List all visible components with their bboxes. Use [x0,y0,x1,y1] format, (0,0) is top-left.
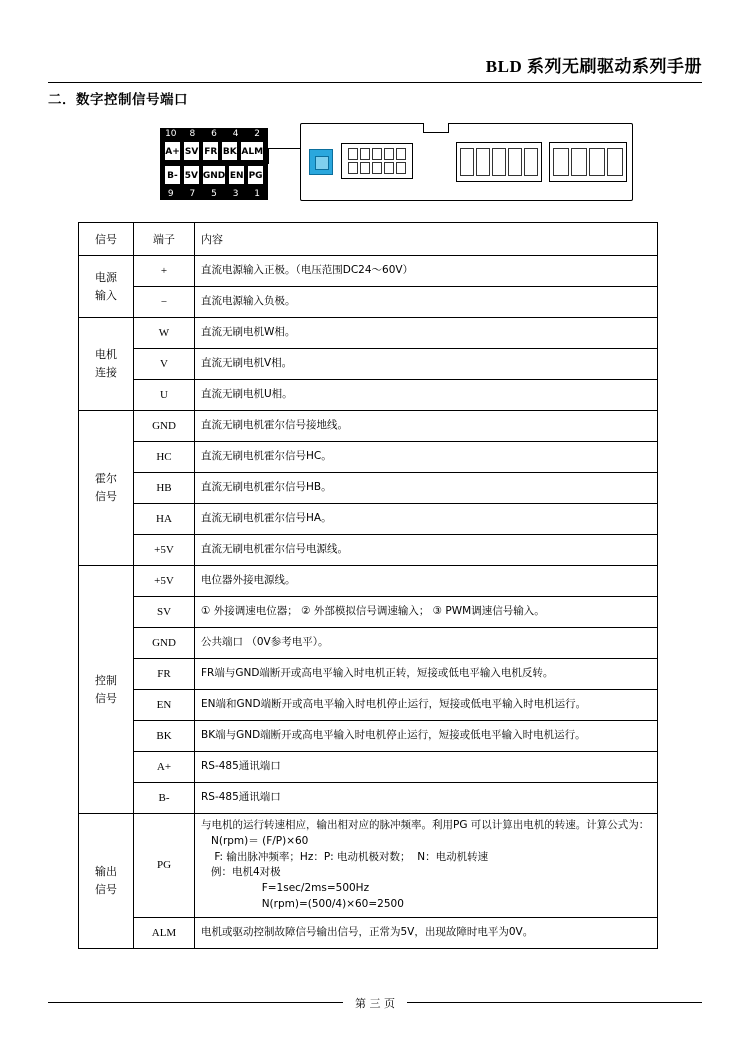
pin-label: BK [221,141,238,161]
pin-number: 10 [165,129,177,139]
group-label-hall-signal [79,411,134,566]
board-notch [423,123,449,133]
terminal-cell: HA [134,504,195,535]
pin-number: 4 [232,129,239,139]
pin-number: 9 [167,189,174,199]
terminal-block-a [456,142,542,182]
content-cell: 电位器外接电源线。 [195,566,658,597]
connector-bottom-pins [163,165,265,185]
table-row [79,535,658,566]
pg-line: 与电机的运行转速相应，输出相对应的脉冲频率。利用PG 可以计算出电机的转速。计算公式为： [201,819,650,831]
group-label-motor-connection [79,318,134,411]
terminal-cell: − [134,287,195,318]
pin-number: 2 [254,129,261,139]
connector-figure [150,118,640,210]
terminal-cell: +5V [134,535,195,566]
group-label-control-signal [79,566,134,814]
pg-line: N(rpm)=(500/4)×60=2500 [235,897,404,910]
content-cell: ① 外接调速电位器； ② 外部模拟信号调速输入； ③ PWM调速信号输入。 [195,597,658,628]
manual-title: BLD 系列无刷驱动系列手册 [485,57,702,76]
terminal-cell: PG [134,814,195,918]
terminal-cell: HB [134,473,195,504]
pin-label: EN [228,165,245,185]
header-divider [48,82,702,83]
table-row [79,473,658,504]
content-cell: RS-485通讯端口 [195,783,658,814]
table-row [79,566,658,597]
pin-number: 6 [211,129,217,139]
terminal-cell: GND [134,411,195,442]
terminal-cell: B- [134,783,195,814]
table-header-row [79,223,658,256]
table-row [79,628,658,659]
pg-line: N(rpm)＝ (F/P)×60 [211,834,309,847]
terminal-cell: V [134,349,195,380]
group-label-power-input [79,256,134,318]
table-row [79,814,658,918]
pin-label: PG [247,165,264,185]
group-label-line: 信号 [95,490,117,503]
section-heading: 二．数字控制信号端口 [48,92,188,108]
group-label-line: 控制 [95,673,117,687]
page-number: 第 三 页 [343,995,407,1011]
pin-number: 1 [254,189,261,199]
table-row [79,256,658,287]
column-header-content: 内容 [195,223,658,256]
pin-number: 5 [211,189,217,199]
content-cell: 直流无刷电机霍尔信号电源线。 [195,535,658,566]
content-cell: 直流无刷电机霍尔信号HA。 [195,504,658,535]
table-row [79,597,658,628]
connector-top-numbers [160,128,268,140]
group-label-line: 电源 [95,270,117,284]
content-cell: 公共端口 （0V参考电平）。 [195,628,658,659]
page-footer [48,993,702,1012]
pin-label: GND [202,165,226,185]
column-header-signal: 信号 [79,223,134,256]
content-cell: 直流电源输入负极。 [195,287,658,318]
pin-label: SV [183,141,200,161]
group-label-line: 信号 [95,882,117,896]
terminal-cell: W [134,318,195,349]
table-row [79,690,658,721]
pg-line: F=1sec/2ms=500Hz [235,882,370,894]
terminal-cell: FR [134,659,195,690]
table-row [79,411,658,442]
table-row [79,349,658,380]
content-cell: BK端与GND端断开或高电平输入时电机停止运行，短接或低电平输入时电机运行。 [195,721,658,752]
table-row [79,287,658,318]
terminal-cell: BK [134,721,195,752]
content-cell: 电机或驱动控制故障信号输出信号，正常为5V，出现故障时电平为0V。 [195,917,658,948]
table-row [79,783,658,814]
terminal-cell: A+ [134,752,195,783]
pg-line: 例：电机4对极 [211,866,281,879]
pin-number: 8 [189,129,196,139]
driver-board-illustration [300,123,633,201]
content-cell-pg [195,814,658,918]
connector-bottom-numbers [160,188,268,200]
terminal-cell: GND [134,628,195,659]
column-header-terminal: 端子 [134,223,195,256]
table-row [79,752,658,783]
callout-line-vertical [268,148,269,164]
10-pin-header-icon [341,143,413,179]
content-cell: 直流无刷电机霍尔信号接地线。 [195,411,658,442]
group-label-output-signal [79,814,134,949]
table-row [79,318,658,349]
connector-pinout-diagram [160,128,268,200]
terminal-cell: + [134,256,195,287]
pin-number: 7 [189,189,196,199]
terminal-cell: HC [134,442,195,473]
pin-label: FR [202,141,219,161]
content-cell: 直流无刷电机霍尔信号HC。 [195,442,658,473]
group-label-line: 信号 [95,691,117,705]
terminal-cell: SV [134,597,195,628]
connector-top-pins [163,141,265,161]
group-label-line: 连接 [95,366,117,379]
content-cell: 直流无刷电机V相。 [195,349,658,380]
content-cell: 直流电源输入正极。（电压范围DC24～60V） [195,256,658,287]
table-row [79,442,658,473]
group-label-line: 电机 [95,348,117,362]
pin-label: 5V [183,165,200,185]
pg-line: F: 输出脉冲频率；Hz：P: 电动机极对数； N：电动机转速 [211,850,489,863]
table-row [79,659,658,690]
table-row [79,917,658,948]
content-cell: 直流无刷电机W相。 [195,318,658,349]
terminal-block-b [549,142,627,182]
group-label-line: 霍尔 [95,472,117,486]
group-label-line: 输入 [95,288,117,302]
blue-trimmer-icon [309,149,333,175]
content-cell: 直流无刷电机霍尔信号HB。 [195,473,658,504]
table-row [79,721,658,752]
terminal-cell: U [134,380,195,411]
pin-label: B- [164,165,181,185]
content-cell: 直流无刷电机U相。 [195,380,658,411]
terminal-cell: ALM [134,917,195,948]
pin-label: A+ [164,141,181,161]
table-row [79,504,658,535]
terminal-cell: +5V [134,566,195,597]
table-row [79,380,658,411]
content-cell: FR端与GND端断开或高电平输入时电机正转，短接或低电平输入电机反转。 [195,659,658,690]
content-cell: RS-485通讯端口 [195,752,658,783]
pin-number: 3 [232,189,239,199]
pin-label: ALM [240,141,264,161]
group-label-line: 输出 [95,865,117,879]
signal-port-table [78,222,658,949]
page-header [48,52,702,83]
content-cell: EN端和GND端断开或高电平输入时电机停止运行，短接或低电平输入时电机运行。 [195,690,658,721]
terminal-cell: EN [134,690,195,721]
